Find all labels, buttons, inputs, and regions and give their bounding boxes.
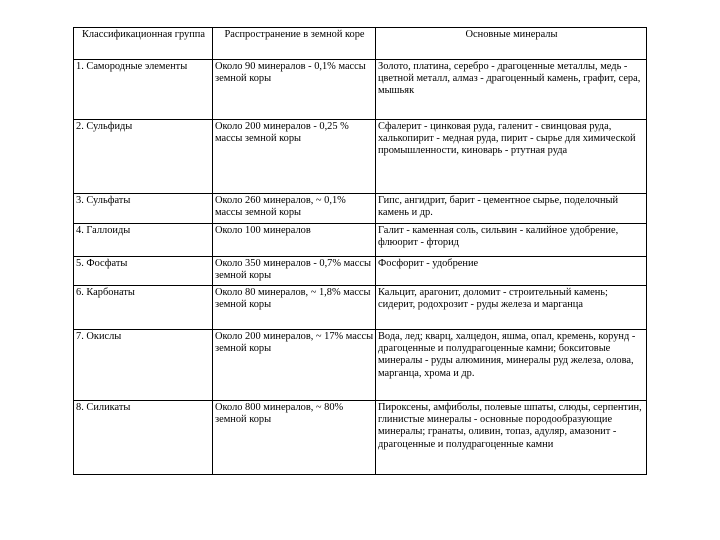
table-row	[74, 401, 647, 475]
table-row	[74, 286, 647, 330]
cell-minerals: Кальцит, арагонит, доломит - строительный камень; сидерит, родохрозит - руды железа и марганца	[376, 286, 647, 330]
table-row	[74, 120, 647, 194]
cell-minerals: Галит - каменная соль, сильвин - калийное удобрение, флюорит - фторид	[376, 224, 647, 257]
cell-minerals: Вода, лед; кварц, халцедон, яшма, опал, кремень, корунд - драгоценные и полудрагоценные камни; бокситовые минералы - руды алюминия, минералы руд железа, олова, марганца, хрома и др.	[376, 330, 647, 401]
cell-spread: Около 100 минералов	[213, 224, 376, 257]
cell-group: 8. Силикаты	[74, 401, 213, 475]
table-row	[74, 60, 647, 120]
table-header-row	[74, 28, 647, 60]
cell-spread: Около 800 минералов, ~ 80% земной коры	[213, 401, 376, 475]
cell-group: 2. Сульфиды	[74, 120, 213, 194]
table-row	[74, 330, 647, 401]
cell-spread: Около 350 минералов - 0,7% массы земной коры	[213, 257, 376, 286]
table-row	[74, 257, 647, 286]
cell-group: 3. Сульфаты	[74, 194, 213, 224]
cell-minerals: Сфалерит - цинковая руда, галенит - свинцовая руда, халькопирит - медная руда, пирит - сырье для химической промышленности, киноварь - ртутная руда	[376, 120, 647, 194]
cell-group: 5. Фосфаты	[74, 257, 213, 286]
table-row	[74, 194, 647, 224]
minerals-classification-table	[73, 27, 647, 475]
cell-minerals: Пироксены, амфиболы, полевые шпаты, слюды, серпентин, глинистые минералы - основные породообразующие минералы; гранаты, оливин, топаз, адуляр, амазонит - драгоценные и полудрагоценные камни	[376, 401, 647, 475]
cell-spread: Около 200 минералов - 0,25 % массы земной коры	[213, 120, 376, 194]
cell-spread: Около 90 минералов - 0,1% массы земной коры	[213, 60, 376, 120]
header-group: Классификационная группа	[74, 28, 213, 60]
cell-minerals: Золото, платина, серебро - драгоценные металлы, медь - цветной металл, алмаз - драгоценный камень, графит, сера, мышьяк	[376, 60, 647, 120]
cell-spread: Около 200 минералов, ~ 17% массы земной коры	[213, 330, 376, 401]
cell-group: 1. Самородные элементы	[74, 60, 213, 120]
cell-minerals: Гипс, ангидрит, барит - цементное сырье, поделочный камень и др.	[376, 194, 647, 224]
header-spread: Распространение в земной коре	[213, 28, 376, 60]
cell-group: 7. Окислы	[74, 330, 213, 401]
cell-spread: Около 260 минералов, ~ 0,1% массы земной коры	[213, 194, 376, 224]
header-minerals: Основные минералы	[376, 28, 647, 60]
cell-minerals: Фосфорит - удобрение	[376, 257, 647, 286]
cell-group: 6. Карбонаты	[74, 286, 213, 330]
cell-spread: Около 80 минералов, ~ 1,8% массы земной коры	[213, 286, 376, 330]
cell-group: 4. Галлоиды	[74, 224, 213, 257]
table-row	[74, 224, 647, 257]
